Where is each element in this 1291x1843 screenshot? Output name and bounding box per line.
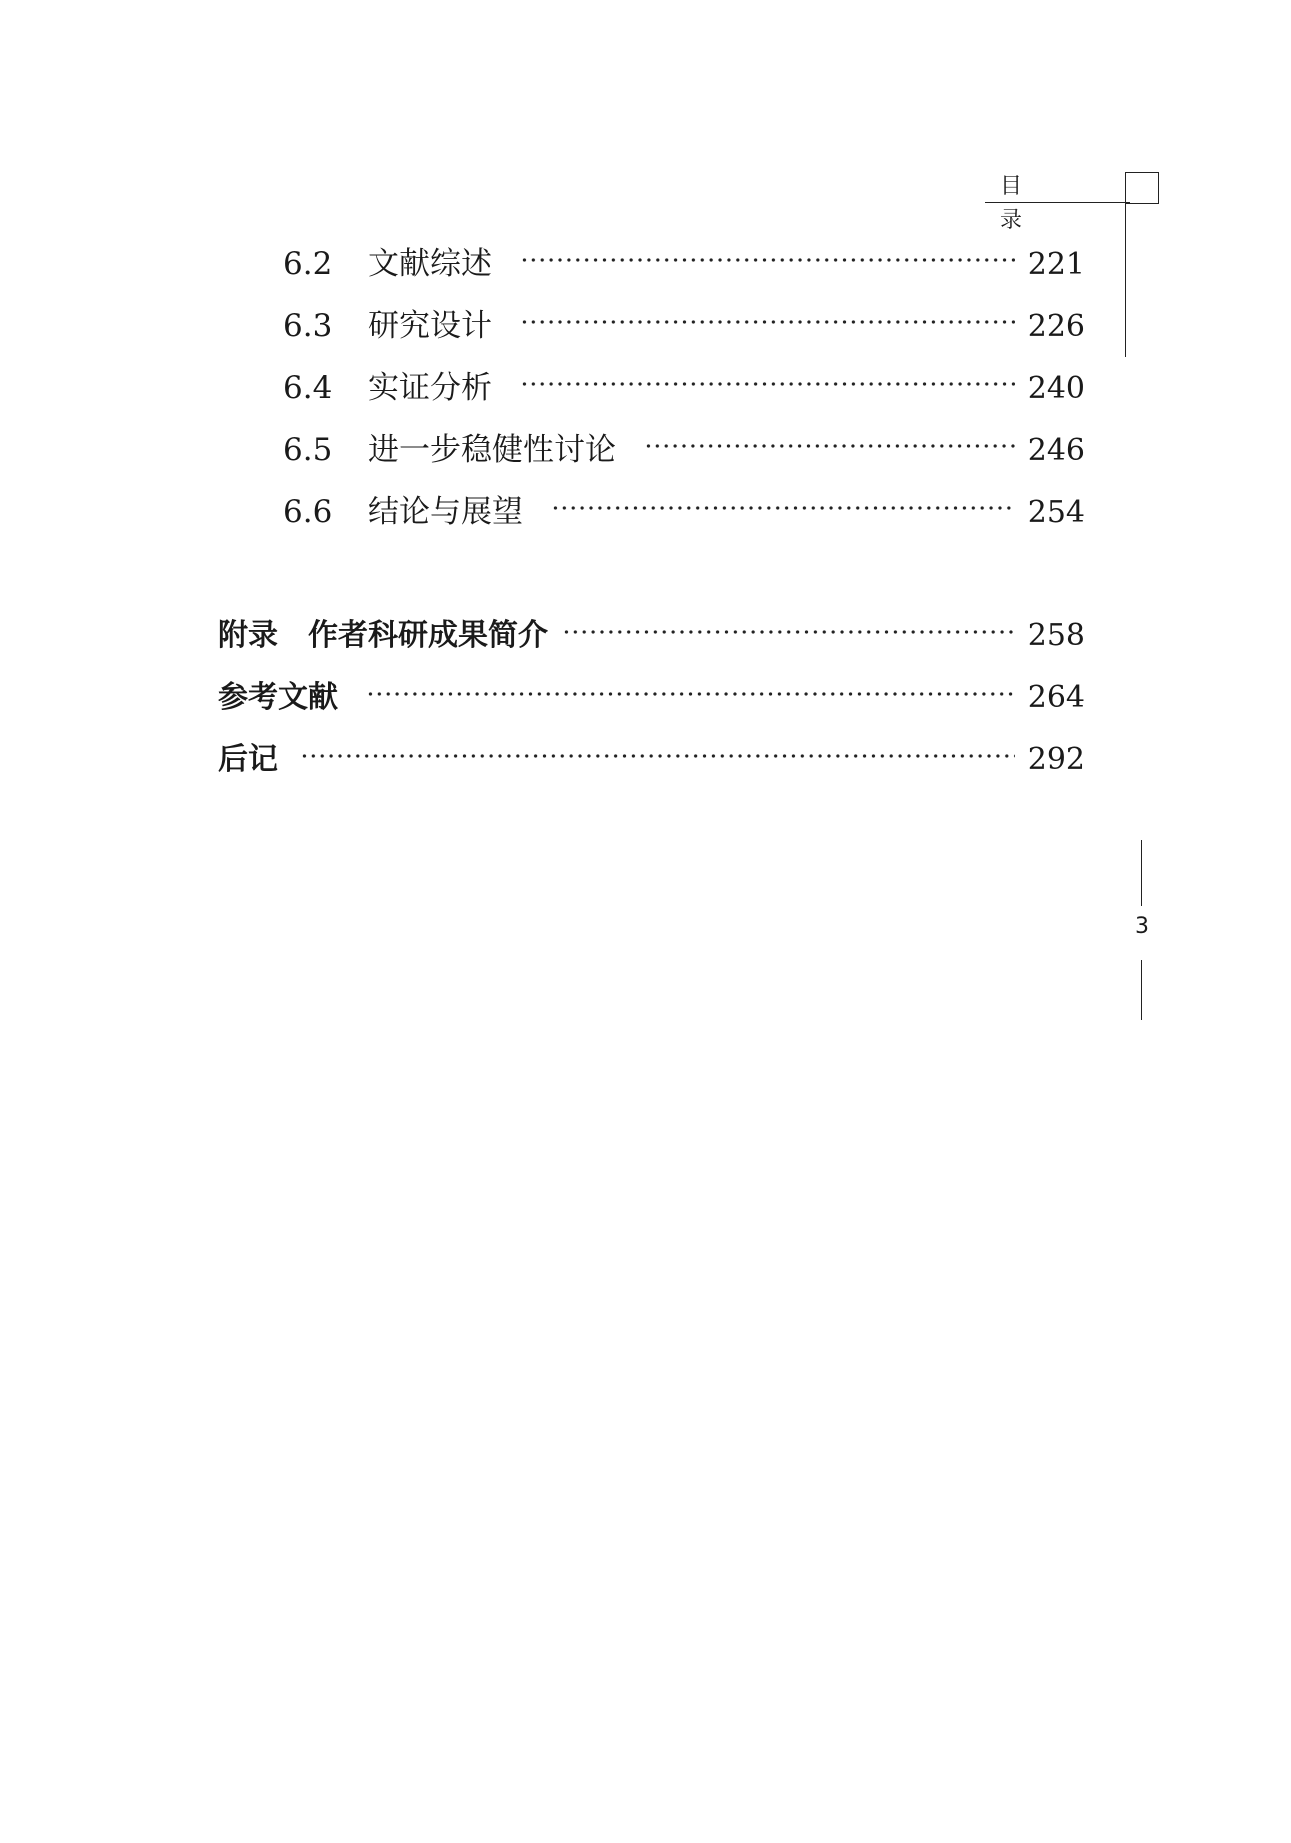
toc-entry-6-2[interactable]	[283, 238, 1085, 282]
dot-leader	[644, 443, 1015, 449]
section-number: 6.2	[283, 246, 333, 282]
section-number: 6.6	[283, 494, 333, 530]
toc-entry-references[interactable]	[218, 672, 1085, 716]
toc-entry-6-5[interactable]	[283, 424, 1085, 468]
page-number: 226	[1027, 309, 1085, 344]
section-title: 文献综述	[368, 246, 492, 282]
toc-entry-appendix[interactable]	[218, 610, 1085, 654]
page-number: 292	[1027, 742, 1085, 777]
page-number: 240	[1027, 371, 1085, 406]
page-number: 221	[1027, 247, 1085, 282]
page-number: 246	[1027, 433, 1085, 468]
toc-entry-6-4[interactable]	[283, 362, 1085, 406]
page-number: 264	[1027, 680, 1085, 715]
back-matter-title: 附录 作者科研成果简介	[218, 618, 548, 653]
folio-page-number: 3	[1135, 914, 1149, 939]
page-number: 254	[1027, 495, 1085, 530]
dot-leader	[520, 319, 1015, 325]
running-header-title: 目 录	[1000, 174, 1061, 233]
section-title: 结论与展望	[368, 494, 523, 530]
section-number: 6.5	[283, 432, 333, 468]
dot-leader	[300, 753, 1015, 759]
back-matter-title: 参考文献	[218, 680, 338, 715]
toc-entry-6-6[interactable]	[283, 486, 1085, 530]
dot-leader	[520, 381, 1015, 387]
section-title: 实证分析	[368, 370, 492, 406]
folio-rule-top	[1141, 840, 1142, 906]
dot-leader	[520, 257, 1015, 263]
section-number: 6.4	[283, 370, 333, 406]
back-matter-title: 后记	[218, 742, 278, 777]
page-number: 258	[1027, 618, 1085, 653]
section-title: 研究设计	[368, 308, 492, 344]
toc-entry-6-3[interactable]	[283, 300, 1085, 344]
section-title: 进一步稳健性讨论	[368, 432, 616, 468]
section-number: 6.3	[283, 308, 333, 344]
dot-leader	[366, 691, 1015, 697]
folio-rule-bottom	[1141, 960, 1142, 1020]
dot-leader	[551, 505, 1015, 511]
dot-leader	[562, 629, 1015, 635]
toc-entry-postscript[interactable]	[218, 734, 1085, 778]
